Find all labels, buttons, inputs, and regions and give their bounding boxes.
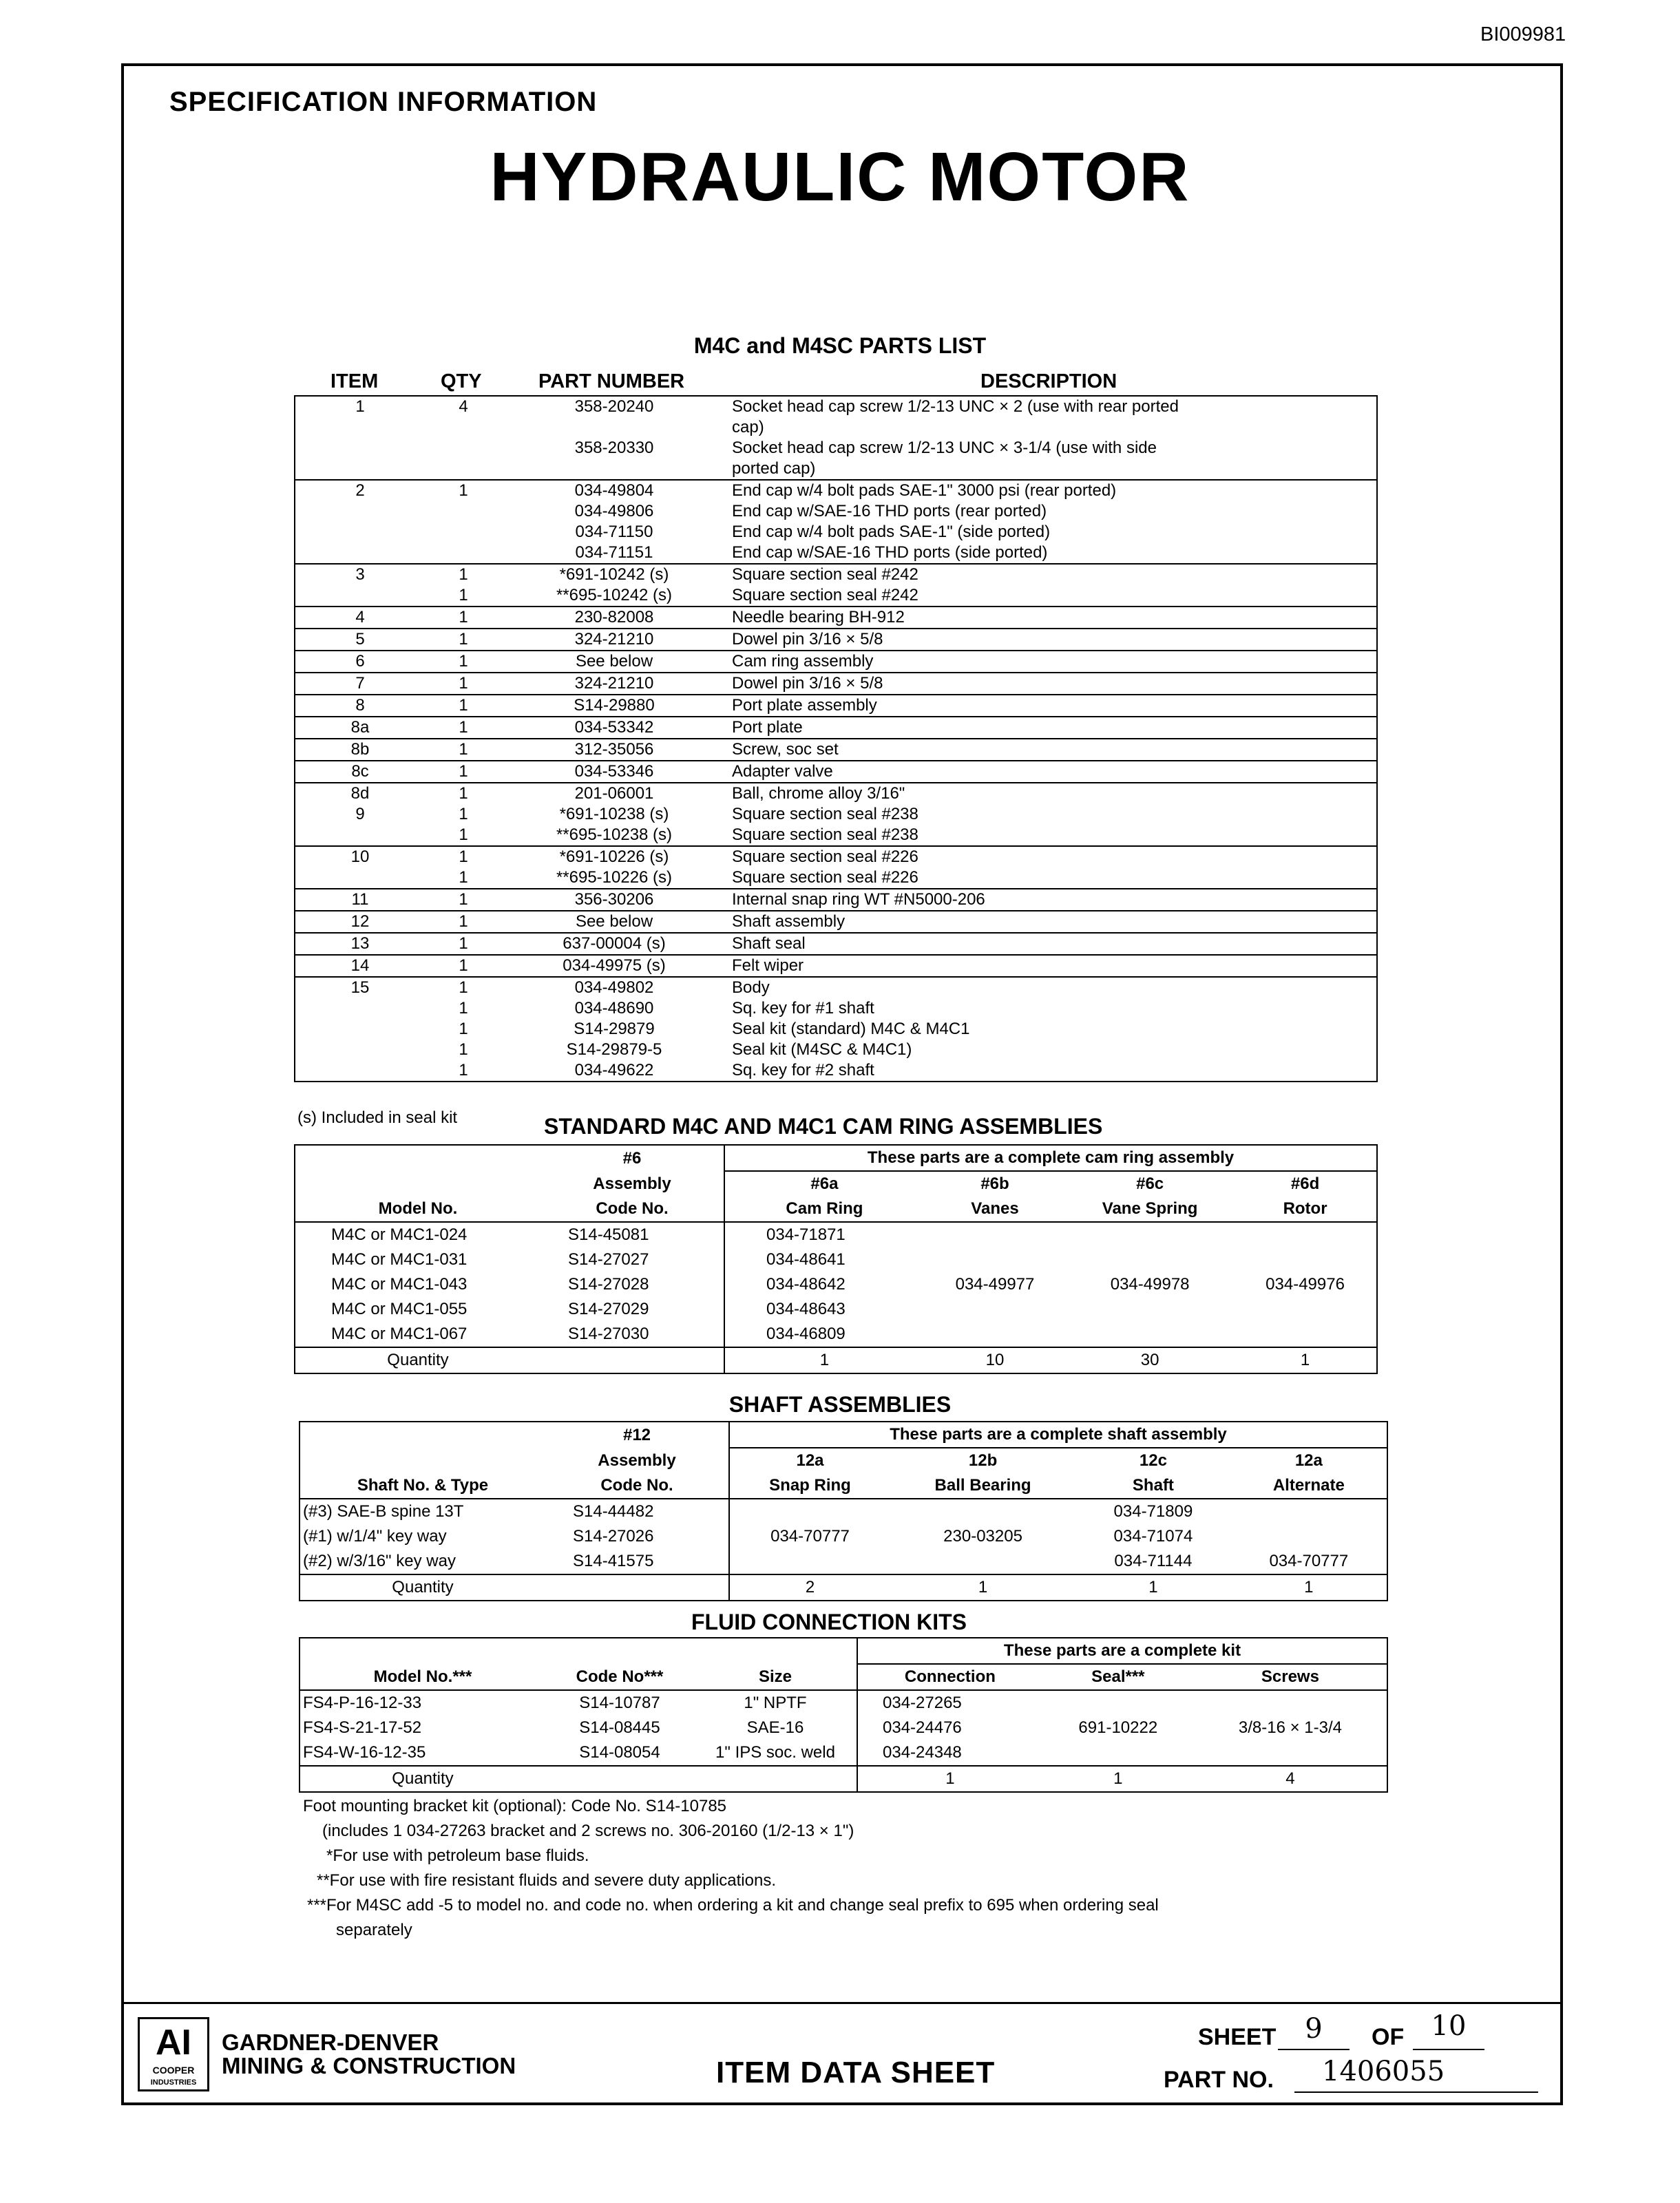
cam-model: M4C or M4C1-055 xyxy=(331,1300,468,1318)
fluid-header-seal: Seal*** xyxy=(1091,1667,1145,1686)
parts-part-number: S14-29880 xyxy=(502,695,726,717)
parts-qty: 1 xyxy=(425,933,502,955)
item-data-sheet-label: ITEM DATA SHEET xyxy=(716,2056,996,2089)
cam-col-rotor: Rotor xyxy=(1283,1199,1327,1218)
parts-description: Square section seal #238 xyxy=(732,825,918,844)
parts-description: Sq. key for #1 shaft xyxy=(732,999,874,1018)
parts-part-number: S14-29879-5 xyxy=(566,1040,662,1059)
parts-description: Square section seal #242 xyxy=(732,586,918,604)
cam-code: S14-27029 xyxy=(568,1300,649,1318)
table-row xyxy=(295,933,1377,955)
parts-description: End cap w/4 bolt pads SAE-1" 3000 psi (rear ported) xyxy=(726,480,1377,501)
cam-quantity-label: Quantity xyxy=(295,1347,540,1373)
parts-qty: 1 xyxy=(425,739,502,761)
shaft-type: (#1) w/1/4" key way xyxy=(303,1527,447,1546)
cam-model: M4C or M4C1-031 xyxy=(331,1250,468,1269)
parts-part-number: 034-49622 xyxy=(574,1061,654,1079)
table-row xyxy=(295,607,1377,629)
sheet-number: 9 xyxy=(1278,2013,1350,2050)
parts-item xyxy=(295,501,425,522)
parts-qty: 1 xyxy=(459,586,468,604)
fluid-table xyxy=(299,1637,1388,1793)
shaft-code: S14-41575 xyxy=(573,1552,654,1570)
fluid-quantity-label: Quantity xyxy=(300,1766,545,1792)
company-division: MINING & CONSTRUCTION xyxy=(222,2053,516,2078)
note-fire-resistant: **For use with fire resistant fluids and severe duty applications. xyxy=(317,1871,776,1890)
parts-item xyxy=(295,438,425,458)
cam-model: M4C or M4C1-024 xyxy=(331,1225,468,1244)
parts-list-title: M4C and M4SC PARTS LIST xyxy=(693,333,987,358)
table-row xyxy=(295,673,1377,695)
shaft-part: 034-71809 xyxy=(1113,1502,1193,1521)
cam-ring-title: STANDARD M4C AND M4C1 CAM RING ASSEMBLIES xyxy=(544,1114,1103,1139)
cam-code: S14-27028 xyxy=(568,1275,649,1294)
shaft-col-12a-alt: 12a xyxy=(1294,1451,1323,1470)
parts-description: Dowel pin 3/16 × 5/8 xyxy=(726,673,1377,695)
cam-ring-part: 034-71871 xyxy=(724,1222,924,1247)
parts-part-number: 034-71150 xyxy=(575,523,653,541)
fluid-qty-seal: 1 xyxy=(1042,1766,1194,1792)
parts-description: Dowel pin 3/16 × 5/8 xyxy=(726,629,1377,651)
parts-header-part: PART NUMBER xyxy=(538,370,685,392)
parts-item: 3 xyxy=(295,564,425,585)
parts-item: 4 xyxy=(295,607,425,629)
parts-description: Square section seal #238 xyxy=(732,805,918,823)
shaft-span-label: These parts are a complete shaft assembly xyxy=(729,1422,1387,1448)
shaft-alternate-part xyxy=(1231,1524,1387,1549)
parts-part-number: 034-53346 xyxy=(502,761,726,783)
cam-col-vanes: Vanes xyxy=(971,1199,1019,1218)
parts-qty: 1 xyxy=(459,1040,468,1059)
cam-ring-table xyxy=(294,1144,1378,1374)
parts-qty: 1 xyxy=(425,480,502,501)
table-row xyxy=(295,1040,1377,1060)
parts-part-number: **695-10242 (s) xyxy=(556,586,673,604)
parts-item xyxy=(295,998,425,1019)
cam-col-6a: #6a xyxy=(724,1171,924,1197)
parts-list-table xyxy=(294,395,1378,1082)
parts-description: Socket head cap screw 1/2-13 UNC × 3-1/4 (use with side xyxy=(732,439,1157,457)
sheet-total: 10 xyxy=(1413,2010,1484,2050)
shaft-type: (#3) SAE-B spine 13T xyxy=(303,1502,464,1521)
parts-qty: 4 xyxy=(459,397,468,416)
parts-item xyxy=(295,1060,425,1082)
parts-qty: 1 xyxy=(425,673,502,695)
table-row xyxy=(295,629,1377,651)
parts-item: 11 xyxy=(295,889,425,911)
cam-ring-part: 034-48642 xyxy=(724,1272,924,1297)
footer-divider xyxy=(121,2002,1563,2004)
spec-heading: SPECIFICATION INFORMATION xyxy=(169,87,598,117)
parts-part-number: 034-49804 xyxy=(502,480,726,501)
table-row xyxy=(295,717,1377,739)
shaft-col-snap-ring: Snap Ring xyxy=(729,1473,890,1499)
fluid-size: SAE-16 xyxy=(746,1718,804,1737)
table-row xyxy=(295,846,1377,867)
fluid-model: FS4-W-16-12-35 xyxy=(303,1743,426,1762)
parts-description: Socket head cap screw 1/2-13 UNC × 2 (use with rear ported xyxy=(732,397,1179,416)
parts-description: ported cap) xyxy=(732,459,816,478)
table-row xyxy=(295,1019,1377,1040)
table-row xyxy=(295,1222,1377,1247)
parts-description: cap) xyxy=(732,418,764,436)
fluid-size: 1" NPTF xyxy=(744,1694,807,1712)
fluid-header-code: Code No*** xyxy=(576,1667,664,1686)
parts-part-number: 312-35056 xyxy=(502,739,726,761)
cam-code: S14-27030 xyxy=(568,1325,649,1343)
shaft-qty-shaft: 1 xyxy=(1075,1574,1231,1601)
parts-description: Cam ring assembly xyxy=(726,651,1377,673)
cam-spring-part: 034-49978 xyxy=(1110,1275,1190,1294)
parts-description: Port plate assembly xyxy=(726,695,1377,717)
cam-qty-ring: 1 xyxy=(724,1347,924,1373)
shaft-code: S14-44482 xyxy=(573,1502,654,1521)
parts-qty: 1 xyxy=(425,695,502,717)
parts-part-number: 356-30206 xyxy=(502,889,726,911)
shaft-col-shaft: Shaft xyxy=(1132,1476,1174,1495)
document-id: BI009981 xyxy=(1480,23,1566,45)
parts-description: Square section seal #242 xyxy=(726,564,1377,585)
cam-code: S14-27027 xyxy=(568,1250,649,1269)
table-row xyxy=(295,889,1377,911)
parts-item: 8c xyxy=(295,761,425,783)
parts-qty xyxy=(425,458,502,480)
parts-qty: 1 xyxy=(425,889,502,911)
shaft-col-12b: 12b xyxy=(968,1451,998,1470)
shaft-col-12c: 12c xyxy=(1139,1451,1167,1470)
table-row xyxy=(295,739,1377,761)
cam-col-6c: #6c xyxy=(1136,1174,1164,1193)
table-row xyxy=(295,783,1377,804)
shaft-part: 034-71144 xyxy=(1114,1552,1193,1570)
parts-part-number: 358-20240 xyxy=(574,397,654,416)
table-row xyxy=(295,501,1377,522)
logo-sub-2: INDUSTRIES xyxy=(150,2078,197,2087)
fluid-connection-part: 034-24348 xyxy=(857,1740,1042,1766)
parts-qty: 1 xyxy=(425,629,502,651)
table-row xyxy=(295,825,1377,846)
parts-item: 14 xyxy=(295,955,425,977)
table-row xyxy=(295,998,1377,1019)
parts-description: Internal snap ring WT #N5000-206 xyxy=(726,889,1377,911)
parts-part-number: 034-49975 (s) xyxy=(502,955,726,977)
parts-qty: 1 xyxy=(425,911,502,933)
parts-description: Seal kit (M4SC & M4C1) xyxy=(732,1040,912,1059)
parts-description: Square section seal #226 xyxy=(726,846,1377,867)
fluid-header-connection: Connection xyxy=(857,1664,1042,1690)
fluid-qty-screws: 4 xyxy=(1194,1766,1387,1792)
table-row xyxy=(295,522,1377,542)
cam-rotor-part: 034-49976 xyxy=(1266,1275,1345,1294)
cam-code: S14-45081 xyxy=(568,1225,649,1244)
parts-part-number: 034-49806 xyxy=(574,502,654,520)
parts-item: 8b xyxy=(295,739,425,761)
shaft-header-code-1: #12 xyxy=(622,1425,651,1444)
note-petroleum: *For use with petroleum base fluids. xyxy=(326,1846,589,1865)
shaft-part: 034-71074 xyxy=(1113,1527,1193,1546)
cam-header-code-3: Code No. xyxy=(596,1199,669,1218)
cam-header-code-1: #6 xyxy=(622,1148,642,1168)
parts-header-qty: QTY xyxy=(441,370,482,392)
parts-description: Shaft assembly xyxy=(726,911,1377,933)
parts-part-number: **695-10238 (s) xyxy=(556,825,673,844)
table-row xyxy=(295,955,1377,977)
logo-mark: AI xyxy=(156,2023,191,2063)
table-row xyxy=(295,564,1377,585)
parts-qty: 1 xyxy=(425,564,502,585)
parts-qty: 1 xyxy=(425,607,502,629)
table-row xyxy=(295,651,1377,673)
parts-qty xyxy=(425,501,502,522)
parts-qty: 1 xyxy=(425,761,502,783)
cam-vanes-part: 034-49977 xyxy=(955,1275,1035,1294)
parts-description: Seal kit (standard) M4C & M4C1 xyxy=(732,1020,970,1038)
shaft-qty-alt: 1 xyxy=(1231,1574,1387,1601)
shaft-code: S14-27026 xyxy=(573,1527,654,1546)
part-no-label: PART NO. xyxy=(1164,2067,1274,2093)
parts-description: Sq. key for #2 shaft xyxy=(732,1061,874,1079)
parts-item: 1 xyxy=(355,397,365,416)
parts-qty xyxy=(425,522,502,542)
parts-part-number: 034-48690 xyxy=(574,999,654,1018)
table-row xyxy=(295,761,1377,783)
parts-qty: 1 xyxy=(425,783,502,804)
parts-item: 8a xyxy=(295,717,425,739)
company-name: GARDNER-DENVER xyxy=(222,2030,439,2055)
shaft-header-code-2: Assembly xyxy=(598,1451,676,1470)
table-row xyxy=(300,1499,1387,1524)
cam-model: M4C or M4C1-043 xyxy=(331,1275,468,1294)
parts-item: 5 xyxy=(295,629,425,651)
parts-part-number: See below xyxy=(502,911,726,933)
parts-description: Port plate xyxy=(726,717,1377,739)
cam-span-label: These parts are a complete cam ring assembly xyxy=(724,1145,1377,1171)
parts-item: 15 xyxy=(295,977,425,998)
cam-ring-part: 034-46809 xyxy=(724,1322,924,1347)
cam-header-code-2: Assembly xyxy=(593,1174,671,1193)
parts-qty: 1 xyxy=(459,805,468,823)
parts-item xyxy=(295,417,425,438)
table-row xyxy=(300,1690,1387,1716)
parts-qty: 1 xyxy=(459,1020,468,1038)
parts-description: Shaft seal xyxy=(726,933,1377,955)
of-label: OF xyxy=(1372,2024,1405,2050)
parts-part-number: 637-00004 (s) xyxy=(502,933,726,955)
parts-header-item: ITEM xyxy=(330,370,379,392)
fluid-header-model: Model No.*** xyxy=(373,1667,472,1686)
parts-part-number: *691-10242 (s) xyxy=(502,564,726,585)
parts-item: 9 xyxy=(355,805,365,823)
shaft-qty-bearing: 1 xyxy=(890,1574,1075,1601)
cam-model: M4C or M4C1-067 xyxy=(331,1325,468,1343)
parts-item xyxy=(295,458,425,480)
part-no-value: 1406055 xyxy=(1294,2056,1538,2093)
table-row xyxy=(295,438,1377,458)
seal-kit-note: (s) Included in seal kit xyxy=(297,1108,458,1127)
parts-item: 6 xyxy=(295,651,425,673)
fluid-title: FLUID CONNECTION KITS xyxy=(691,1610,967,1634)
fluid-connection-part: 034-27265 xyxy=(857,1690,1042,1716)
table-row xyxy=(295,867,1377,889)
fluid-seal-part: 691-10222 xyxy=(1078,1718,1158,1737)
parts-qty: 1 xyxy=(459,868,468,887)
shaft-type: (#2) w/3/16" key way xyxy=(303,1552,456,1570)
parts-part-number: 201-06001 xyxy=(502,783,726,804)
parts-qty xyxy=(425,542,502,564)
parts-qty: 1 xyxy=(459,1061,468,1079)
table-row xyxy=(295,804,1377,825)
parts-qty: 1 xyxy=(425,846,502,867)
parts-item: 8 xyxy=(295,695,425,717)
parts-qty xyxy=(425,417,502,438)
fluid-header-screws: Screws xyxy=(1261,1667,1319,1686)
parts-description: Adapter valve xyxy=(726,761,1377,783)
parts-qty: 1 xyxy=(425,977,502,998)
parts-part-number: 324-21210 xyxy=(502,629,726,651)
parts-item xyxy=(295,1019,425,1040)
parts-item xyxy=(295,585,425,607)
parts-qty xyxy=(425,438,502,458)
cam-col-cam-ring: Cam Ring xyxy=(724,1197,924,1222)
parts-item xyxy=(295,542,425,564)
parts-item: 13 xyxy=(295,933,425,955)
parts-part-number: 324-21210 xyxy=(502,673,726,695)
parts-qty: 1 xyxy=(425,651,502,673)
fluid-size: 1" IPS soc. weld xyxy=(715,1743,835,1762)
cam-col-6d: #6d xyxy=(1290,1174,1320,1193)
parts-item: 2 xyxy=(295,480,425,501)
note-bracket-kit: Foot mounting bracket kit (optional): Code No. S14-10785 xyxy=(303,1797,727,1815)
parts-part-number: S14-29879 xyxy=(574,1020,655,1038)
parts-description: End cap w/SAE-16 THD ports (side ported) xyxy=(732,543,1048,562)
fluid-connection-part: 034-24476 xyxy=(857,1716,1042,1740)
shaft-col-alternate: Alternate xyxy=(1272,1476,1345,1495)
shaft-header-code-3: Code No. xyxy=(600,1476,673,1495)
parts-item xyxy=(295,1040,425,1060)
cam-header-model: Model No. xyxy=(378,1199,458,1218)
fluid-screws-part: 3/8-16 × 1-3/4 xyxy=(1238,1718,1342,1737)
shaft-col-12a: 12a xyxy=(729,1448,890,1473)
table-row xyxy=(295,585,1377,607)
table-row xyxy=(295,1060,1377,1082)
parts-part-number: 358-20330 xyxy=(574,439,654,457)
parts-item: 12 xyxy=(295,911,425,933)
parts-part-number: *691-10226 (s) xyxy=(502,846,726,867)
table-row xyxy=(295,417,1377,438)
parts-header-description: DESCRIPTION xyxy=(980,370,1117,392)
parts-qty: 1 xyxy=(459,825,468,844)
parts-description: End cap w/SAE-16 THD ports (rear ported) xyxy=(732,502,1047,520)
parts-qty: 1 xyxy=(425,955,502,977)
parts-part-number: 034-49802 xyxy=(502,977,726,998)
cam-qty-vanes: 10 xyxy=(924,1347,1066,1373)
fluid-model: FS4-P-16-12-33 xyxy=(303,1694,422,1712)
shaft-quantity-label: Quantity xyxy=(300,1574,545,1601)
table-row xyxy=(295,695,1377,717)
note-m4sc-cont: separately xyxy=(336,1921,412,1939)
cooper-logo xyxy=(138,2017,209,2091)
cam-qty-spring: 30 xyxy=(1066,1347,1234,1373)
parts-description: Body xyxy=(726,977,1377,998)
parts-item: 10 xyxy=(295,846,425,867)
cam-col-6b: #6b xyxy=(980,1174,1009,1193)
parts-part-number: **695-10226 (s) xyxy=(556,868,673,887)
parts-part-number: 034-71151 xyxy=(575,543,653,562)
parts-part-number xyxy=(502,458,726,480)
parts-item xyxy=(295,825,425,846)
fluid-code: S14-10787 xyxy=(579,1694,660,1712)
parts-description: Screw, soc set xyxy=(726,739,1377,761)
parts-part-number: 034-53342 xyxy=(502,717,726,739)
parts-part-number: *691-10238 (s) xyxy=(559,805,669,823)
parts-part-number: See below xyxy=(502,651,726,673)
sheet-label: SHEET xyxy=(1198,2024,1277,2050)
parts-description: Ball, chrome alloy 3/16" xyxy=(726,783,1377,804)
parts-description: Felt wiper xyxy=(726,955,1377,977)
parts-item xyxy=(295,522,425,542)
page-title: HYDRAULIC MOTOR xyxy=(490,138,1190,215)
table-row xyxy=(295,480,1377,501)
table-row xyxy=(295,911,1377,933)
parts-item: 8d xyxy=(295,783,425,804)
cam-qty-rotor: 1 xyxy=(1234,1347,1377,1373)
parts-description: Needle bearing BH-912 xyxy=(726,607,1377,629)
fluid-model: FS4-S-21-17-52 xyxy=(303,1718,422,1737)
parts-qty: 1 xyxy=(425,717,502,739)
parts-description: End cap w/4 bolt pads SAE-1" (side ported) xyxy=(732,523,1051,541)
fluid-span-label: These parts are a complete kit xyxy=(857,1638,1387,1664)
note-bracket-includes: (includes 1 034-27263 bracket and 2 screws no. 306-20160 (1/2-13 × 1") xyxy=(322,1822,854,1840)
parts-item: 7 xyxy=(295,673,425,695)
shaft-snap-ring-part: 034-70777 xyxy=(729,1499,890,1574)
fluid-code: S14-08445 xyxy=(579,1718,660,1737)
shaft-col-ball-bearing: Ball Bearing xyxy=(934,1476,1031,1495)
shaft-alternate-part: 034-70777 xyxy=(1269,1552,1349,1570)
note-m4sc: ***For M4SC add -5 to model no. and code no. when ordering a kit and change seal prefix to 695 when ordering seal xyxy=(307,1896,1159,1915)
table-row xyxy=(295,542,1377,564)
table-row xyxy=(295,458,1377,480)
shaft-alternate-part xyxy=(1231,1499,1387,1524)
shaft-title: SHAFT ASSEMBLIES xyxy=(728,1392,952,1417)
parts-part-number xyxy=(502,417,726,438)
cam-ring-part: 034-48643 xyxy=(724,1297,924,1322)
cam-ring-part: 034-48641 xyxy=(724,1247,924,1272)
shaft-ball-bearing-part: 230-03205 xyxy=(943,1527,1022,1546)
shaft-qty-snap: 2 xyxy=(729,1574,890,1601)
shaft-header-type: Shaft No. & Type xyxy=(357,1476,489,1495)
cam-col-vane-spring: Vane Spring xyxy=(1102,1199,1198,1218)
logo-sub-1: COOPER xyxy=(152,2065,195,2076)
fluid-qty-connection: 1 xyxy=(857,1766,1042,1792)
table-row xyxy=(295,977,1377,998)
parts-description: Square section seal #226 xyxy=(732,868,918,887)
parts-item xyxy=(295,867,425,889)
table-row xyxy=(295,396,1377,417)
parts-part-number: 230-82008 xyxy=(502,607,726,629)
shaft-table xyxy=(299,1421,1388,1601)
fluid-code: S14-08054 xyxy=(579,1743,660,1762)
parts-qty: 1 xyxy=(459,999,468,1018)
fluid-header-size: Size xyxy=(758,1667,792,1686)
